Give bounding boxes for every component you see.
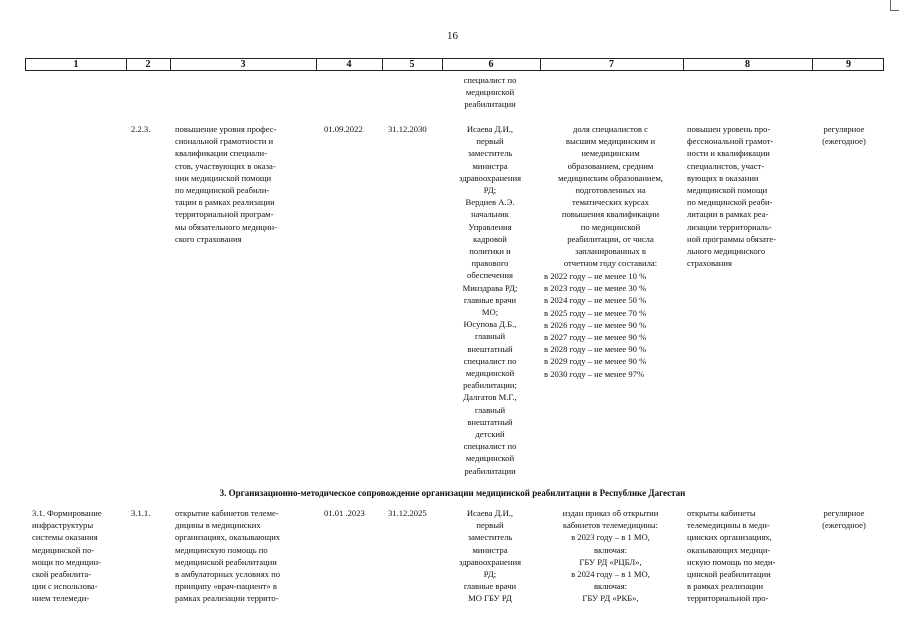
header-col-2: 2 [145,59,151,70]
row-2-2-3-indicator-years: в 2022 году – не менее 10 % в 2023 году – не менее 30 % в 2024 году – не менее 50 % в 2025 году – не менее 70 % в 2026 году – не менее 90 % в 2027 году – не менее 90 % в 2028 году – не менее 90 % в 2029 году – не менее 90 % в 2030 году – не менее 97% [544,271,647,379]
row-3-1-1-description: открытие кабинетов телеме- дицины в медицинских организациях, оказывающих медицинскую помощь по медицинской реабилитации в амбулаторных условиях по принципу «врач-пациент» в рамках реализации террито- [175,508,281,604]
section-title: 3. Организационно-методическое сопровождение организации медицинской реабилитации в Республике Дагестан [219,488,686,498]
header-col-4: 4 [346,59,352,70]
header-col-3: 3 [240,59,246,70]
row-3-1-1-frequency: регулярное (ежегодное) [822,508,866,531]
table-header-row [25,58,884,71]
header-col-5: 5 [409,59,415,70]
row-3-1-1-responsible: Исаева Д.И., первый заместитель министра здравоохранения РД; главные врачи МО ГБУ РД [458,508,522,604]
row-3-1-1-end-date: 31.12.2025 [388,508,427,518]
header-col-9: 9 [846,59,851,70]
row-2-2-3-start-date: 01.09.2022 [324,124,363,134]
row-2-2-3-responsible: Исаева Д.И., первый заместитель министра здравоохранения РД; Вердиев А.Э. начальник Управления кадровой политики и правового обеспечения Минздрава РД; главные врачи МО; Юсупова Д.Б., главный внештатный специалист по медицинской реабилитации; Далгатов М.Г., главный внештатный детский специалист по медицинской реабилитации [458,124,522,476]
row-3-1-1-indicator: издан приказ об открытии кабинетов телемедицины: в 2023 году – в 1 МО, включая: ГБУ РД «РЦБЛ», в 2024 году – в 1 МО, включая: ГБУ РД «РКБ», [562,508,659,604]
row-2-2-3-frequency: регулярное (ежегодное) [822,124,866,147]
header-col-7: 7 [609,59,614,70]
row-2-2-3-indicator: доля специалистов с высшим медицинским и немедицинским образованием, средним медицинским образованием, подготовленных на тематических курсах повышения квалификации по медицинской реабилитации, от числа запланированных в отчетном году составила: [558,124,663,269]
row-3-1-1-number: 3.1.1. [131,508,151,518]
row-3-1-group: 3.1. Формирование инфраструктуры системы оказания медицинской по- мощи по медицин- ской реабилита- ции с использова- нием телемеди- [32,508,102,604]
row-3-1-1-result: открыты кабинеты телемедицины в меди- цинских организациях, оказывающих медици- нскую помощь по меди- цинской реабилитации в рамках реализации территориальной про- [687,508,776,604]
row-2-2-3-end-date: 31.12.2030 [388,124,427,134]
header-col-6: 6 [488,59,494,70]
continued-responsible: специалист по медицинской реабилитации [463,75,517,110]
row-2-2-3-number: 2.2.3. [131,124,151,134]
row-2-2-3-result: повышен уровень про- фессиональной грамот- ности и квалификации специалистов, участ- вующих в оказании медицинской помощи по медицинской реаби- литации в рамках реа- лизации территориаль- ной программы обязате- льного медицинского страхования [687,124,777,269]
row-3-1-1-start-date: 01.01 .2023 [324,508,365,518]
header-col-1: 1 [73,59,79,70]
row-2-2-3-description: повышение уровня профес- сиональной грамотности и квалификации специали- стов, участвующих в оказа- нии медицинской помощи по медицинской реабили- тации в рамках реализации территориальной програм- мы обязательного медицин- ского страхования [175,124,277,244]
header-col-8: 8 [745,59,750,70]
corner-mark [890,0,899,11]
page-number: 16 [447,30,458,42]
